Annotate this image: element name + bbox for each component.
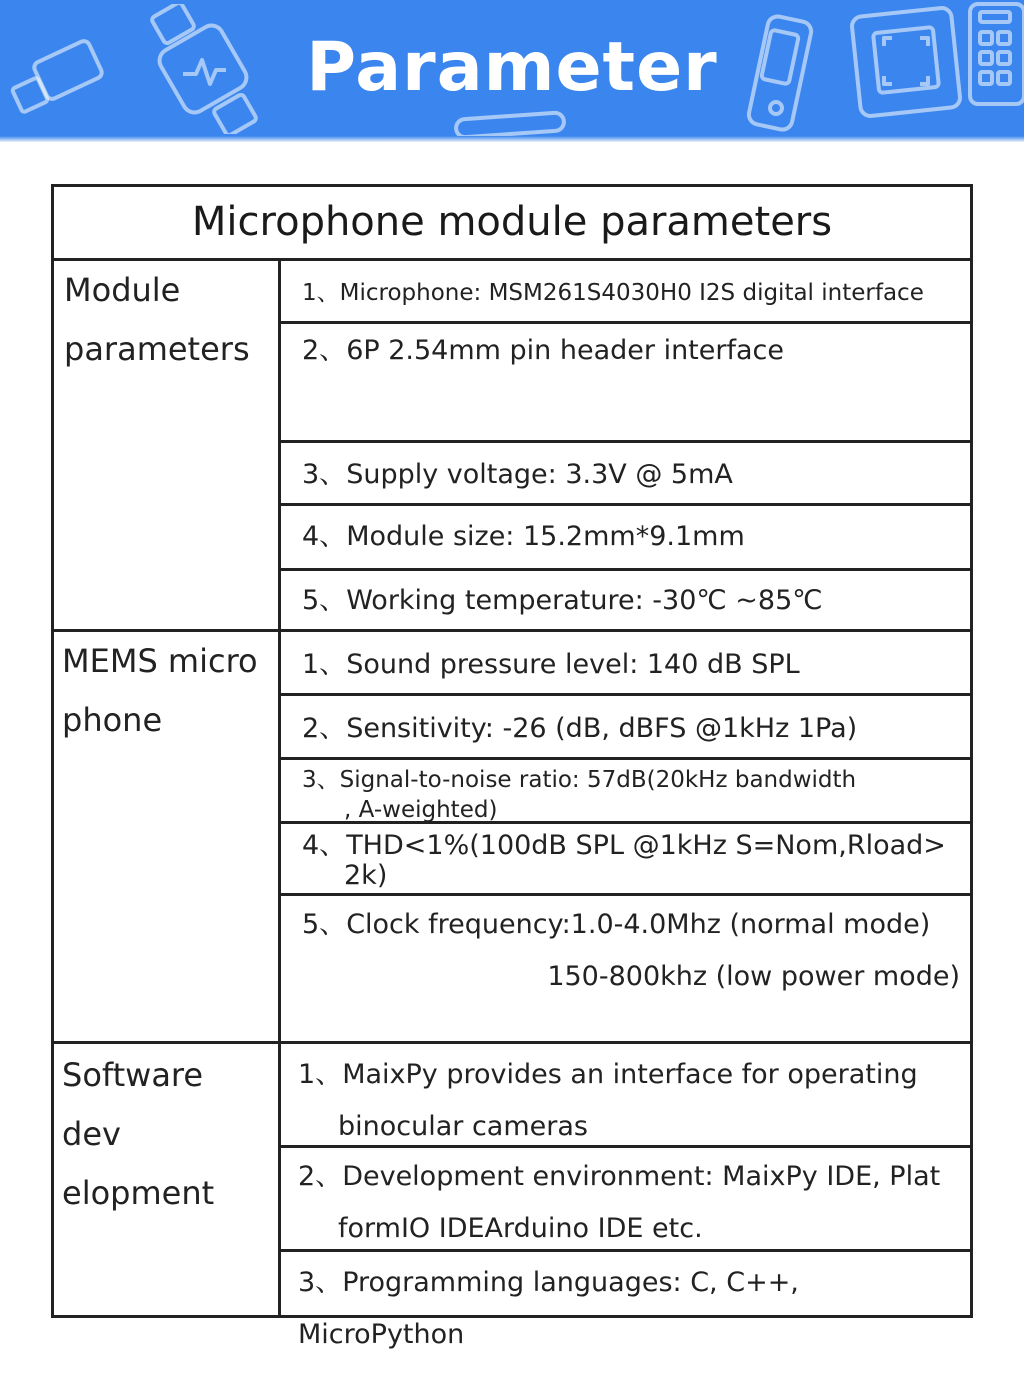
list-item bbox=[302, 325, 954, 377]
item-number: 1、 bbox=[302, 280, 340, 306]
row-divider bbox=[278, 440, 970, 443]
list-item bbox=[298, 1257, 954, 1361]
item-text: THD<1%(100dB SPL @1kHz S=Nom,Rload> bbox=[346, 830, 946, 861]
column-divider bbox=[278, 261, 281, 1315]
category-line: MEMS micro bbox=[62, 642, 258, 680]
item-number: 5、 bbox=[302, 909, 347, 940]
item-number: 5、 bbox=[302, 585, 347, 616]
row-divider bbox=[278, 693, 970, 696]
list-item bbox=[302, 639, 954, 691]
item-number: 2、 bbox=[302, 713, 347, 744]
item-text: 6P 2.54mm pin header interface bbox=[346, 335, 784, 366]
list-item bbox=[302, 831, 954, 891]
item-text: Working temperature: -30℃ ~85℃ bbox=[346, 585, 823, 616]
row-divider bbox=[278, 568, 970, 571]
list-item bbox=[302, 449, 954, 501]
item-number: 1、 bbox=[302, 649, 347, 680]
bracket-icon bbox=[450, 106, 570, 142]
row-divider bbox=[278, 321, 970, 324]
item-text-continued: , A-weighted) bbox=[344, 797, 498, 823]
item-text: Microphone: MSM261S4030H0 I2S digital interface bbox=[339, 280, 924, 306]
category-line: Module bbox=[64, 271, 181, 309]
item-text: Signal-to-noise ratio: 57dB(20kHz bandwidth bbox=[339, 767, 857, 793]
row-divider bbox=[278, 893, 970, 896]
list-item bbox=[302, 765, 954, 825]
item-number: 3、 bbox=[298, 1267, 343, 1298]
category-mems-microphone bbox=[62, 632, 272, 750]
header-banner bbox=[0, 0, 1024, 142]
list-item bbox=[298, 1151, 954, 1255]
row-divider bbox=[278, 757, 970, 760]
item-number: 4、 bbox=[302, 830, 347, 861]
item-text: Development environment: MaixPy IDE, Plat bbox=[342, 1161, 941, 1192]
list-item bbox=[302, 511, 954, 563]
category-software-development bbox=[62, 1046, 272, 1223]
item-text-continued: 2k) bbox=[344, 860, 388, 891]
category-line: Software dev bbox=[62, 1056, 204, 1153]
section-divider bbox=[54, 1041, 970, 1044]
parameters-table bbox=[51, 184, 973, 1350]
item-number: 3、 bbox=[302, 459, 347, 490]
category-module-parameters bbox=[64, 261, 274, 379]
list-item bbox=[302, 575, 954, 627]
item-text-continued: binocular cameras bbox=[338, 1111, 588, 1142]
item-text-continued: formIO IDEArduino IDE etc. bbox=[338, 1213, 703, 1244]
item-text: Module size: 15.2mm*9.1mm bbox=[346, 521, 745, 552]
item-text: Clock frequency:1.0-4.0Mhz (normal mode) bbox=[346, 909, 931, 940]
item-text: MaixPy provides an interface for operating bbox=[342, 1059, 918, 1090]
category-line: parameters bbox=[64, 330, 250, 368]
item-text: Supply voltage: 3.3V @ 5mA bbox=[346, 459, 733, 490]
list-item bbox=[302, 899, 960, 1003]
list-item bbox=[302, 703, 954, 755]
item-text: Sensitivity: -26 (dB, dBFS @1kHz 1Pa) bbox=[346, 713, 858, 744]
item-number: 4、 bbox=[302, 521, 347, 552]
item-number: 1、 bbox=[298, 1059, 343, 1090]
row-divider bbox=[278, 503, 970, 506]
table-title: Microphone module parameters bbox=[54, 187, 970, 261]
item-text: Sound pressure level: 140 dB SPL bbox=[346, 649, 800, 680]
category-line: phone bbox=[62, 701, 163, 739]
list-item bbox=[302, 267, 954, 319]
item-text: Programming languages: C, C++, MicroPython bbox=[298, 1267, 799, 1350]
item-number: 2、 bbox=[302, 335, 347, 366]
page-title: Parameter bbox=[306, 28, 718, 107]
item-number: 3、 bbox=[302, 767, 340, 793]
item-number: 2、 bbox=[298, 1161, 343, 1192]
item-text-continued: 150-800khz (low power mode) bbox=[547, 961, 960, 992]
list-item bbox=[298, 1049, 954, 1153]
category-line: elopment bbox=[62, 1174, 215, 1212]
